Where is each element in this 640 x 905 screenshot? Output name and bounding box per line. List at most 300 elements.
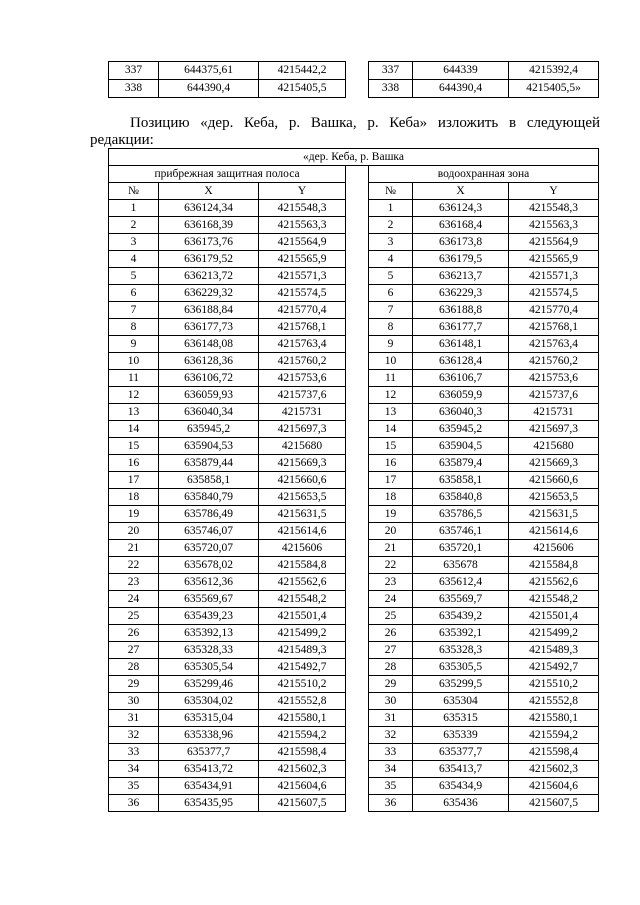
- point-number: 8: [369, 319, 413, 336]
- y-coordinate: 4215392,4: [509, 62, 599, 80]
- x-coordinate: 635720,1: [413, 540, 509, 557]
- point-number: 34: [109, 761, 159, 778]
- x-coordinate: 635945,2: [413, 421, 509, 438]
- x-coordinate: 636168,4: [413, 217, 509, 234]
- point-number: 3: [369, 234, 413, 251]
- x-coordinate: 635904,53: [159, 438, 259, 455]
- point-number: 26: [109, 625, 159, 642]
- x-coordinate: 636128,4: [413, 353, 509, 370]
- y-coordinate: 4215768,1: [259, 319, 346, 336]
- y-coordinate: 4215669,3: [509, 455, 599, 472]
- y-coordinate: 4215499,2: [259, 625, 346, 642]
- column-gap: [346, 62, 369, 80]
- point-number: 17: [109, 472, 159, 489]
- point-number: 5: [369, 268, 413, 285]
- y-coordinate: 4215731: [509, 404, 599, 421]
- x-coordinate: 635413,72: [159, 761, 259, 778]
- point-number: 15: [109, 438, 159, 455]
- point-number: 1: [109, 200, 159, 217]
- column-gap: [346, 659, 369, 676]
- y-coordinate: 4215510,2: [509, 676, 599, 693]
- instruction-paragraph: [90, 115, 600, 149]
- x-coordinate: 636177,7: [413, 319, 509, 336]
- column-gap: [346, 574, 369, 591]
- y-coordinate: 4215697,3: [509, 421, 599, 438]
- x-coordinate: 636124,3: [413, 200, 509, 217]
- y-coordinate: 4215753,6: [259, 370, 346, 387]
- y-coordinate: 4215574,5: [259, 285, 346, 302]
- y-coordinate: 4215405,5: [259, 80, 346, 98]
- x-coordinate: 635746,07: [159, 523, 259, 540]
- column-gap: [346, 557, 369, 574]
- point-number: 19: [109, 506, 159, 523]
- x-coordinate: 635746,1: [413, 523, 509, 540]
- point-number: 25: [109, 608, 159, 625]
- column-gap: [346, 710, 369, 727]
- y-coordinate: 4215604,6: [509, 778, 599, 795]
- table-row: [109, 676, 599, 693]
- point-number: 21: [109, 540, 159, 557]
- y-coordinate: 4215598,4: [259, 744, 346, 761]
- x-coordinate: 635305,54: [159, 659, 259, 676]
- table-title: «дер. Кеба, р. Вашка: [109, 149, 599, 166]
- x-coordinate: 636173,76: [159, 234, 259, 251]
- column-header-row: [109, 183, 599, 200]
- table-row: [109, 574, 599, 591]
- y-coordinate: 4215580,1: [259, 710, 346, 727]
- table-row: [109, 353, 599, 370]
- y-coordinate: 4215564,9: [509, 234, 599, 251]
- column-gap: [346, 642, 369, 659]
- x-coordinate: 635315: [413, 710, 509, 727]
- point-number: 22: [369, 557, 413, 574]
- y-coordinate: 4215442,2: [259, 62, 346, 80]
- y-coordinate: 4215510,2: [259, 676, 346, 693]
- right-num-header: №: [369, 183, 413, 200]
- point-number: 27: [369, 642, 413, 659]
- point-number: 18: [109, 489, 159, 506]
- y-coordinate: 4215552,8: [509, 693, 599, 710]
- table-row: [109, 744, 599, 761]
- column-gap: [346, 285, 369, 302]
- point-number: 33: [369, 744, 413, 761]
- y-coordinate: 4215584,8: [509, 557, 599, 574]
- x-coordinate: 636179,52: [159, 251, 259, 268]
- y-coordinate: 4215669,3: [259, 455, 346, 472]
- point-number: 32: [109, 727, 159, 744]
- y-coordinate: 4215753,6: [509, 370, 599, 387]
- x-coordinate: 635945,2: [159, 421, 259, 438]
- y-coordinate: 4215501,4: [259, 608, 346, 625]
- y-coordinate: 4215631,5: [259, 506, 346, 523]
- column-gap: [346, 200, 369, 217]
- x-coordinate: 635786,5: [413, 506, 509, 523]
- table-row: [109, 251, 599, 268]
- table-row: [109, 302, 599, 319]
- left-section-header: прибрежная защитная полоса: [109, 166, 346, 183]
- table-row: [109, 642, 599, 659]
- table-row: [109, 234, 599, 251]
- x-coordinate: 635858,1: [159, 472, 259, 489]
- y-coordinate: 4215489,3: [509, 642, 599, 659]
- table-title-row: [109, 149, 599, 166]
- point-number: 10: [369, 353, 413, 370]
- x-coordinate: 635392,1: [413, 625, 509, 642]
- point-number: 36: [109, 795, 159, 812]
- x-coordinate: 636213,7: [413, 268, 509, 285]
- y-coordinate: 4215614,6: [259, 523, 346, 540]
- column-gap: [346, 455, 369, 472]
- x-coordinate: 644390,4: [413, 80, 509, 98]
- coordinates-table-body: [109, 200, 599, 812]
- y-coordinate: 4215737,6: [259, 387, 346, 404]
- y-coordinate: 4215760,2: [259, 353, 346, 370]
- point-number: 11: [109, 370, 159, 387]
- x-coordinate: 636148,08: [159, 336, 259, 353]
- point-number: 14: [369, 421, 413, 438]
- table-row: [109, 557, 599, 574]
- y-coordinate: 4215763,4: [509, 336, 599, 353]
- point-number: 13: [109, 404, 159, 421]
- column-gap: [346, 693, 369, 710]
- column-gap: [346, 489, 369, 506]
- table-row: [109, 455, 599, 472]
- table-row: [109, 625, 599, 642]
- y-coordinate: 4215548,3: [259, 200, 346, 217]
- y-coordinate: 4215763,4: [259, 336, 346, 353]
- column-gap: [346, 302, 369, 319]
- x-coordinate: 635304,02: [159, 693, 259, 710]
- x-coordinate: 635436: [413, 795, 509, 812]
- y-coordinate: 4215564,9: [259, 234, 346, 251]
- point-number: 21: [369, 540, 413, 557]
- x-coordinate: 636148,1: [413, 336, 509, 353]
- y-coordinate: 4215770,4: [259, 302, 346, 319]
- table-row: [109, 268, 599, 285]
- point-number: 338: [109, 80, 159, 98]
- y-coordinate: 4215594,2: [509, 727, 599, 744]
- column-gap: [346, 319, 369, 336]
- x-coordinate: 635612,4: [413, 574, 509, 591]
- x-coordinate: 636168,39: [159, 217, 259, 234]
- table-row: [109, 778, 599, 795]
- point-number: 7: [369, 302, 413, 319]
- x-coordinate: 635720,07: [159, 540, 259, 557]
- point-number: 337: [369, 62, 413, 80]
- column-gap: [346, 523, 369, 540]
- table-row: [109, 438, 599, 455]
- column-gap: [346, 234, 369, 251]
- x-coordinate: 636040,3: [413, 404, 509, 421]
- x-coordinate: 635315,04: [159, 710, 259, 727]
- point-number: 20: [369, 523, 413, 540]
- x-coordinate: 635678,02: [159, 557, 259, 574]
- x-coordinate: 635435,95: [159, 795, 259, 812]
- y-coordinate: 4215594,2: [259, 727, 346, 744]
- point-number: 31: [369, 710, 413, 727]
- y-coordinate: 4215552,8: [259, 693, 346, 710]
- x-coordinate: 636106,7: [413, 370, 509, 387]
- x-coordinate: 636124,34: [159, 200, 259, 217]
- x-coordinate: 635377,7: [413, 744, 509, 761]
- point-number: 30: [369, 693, 413, 710]
- point-number: 4: [369, 251, 413, 268]
- x-coordinate: 644375,61: [159, 62, 259, 80]
- table-row: [109, 336, 599, 353]
- x-coordinate: 636059,9: [413, 387, 509, 404]
- point-number: 1: [369, 200, 413, 217]
- y-coordinate: 4215571,3: [259, 268, 346, 285]
- point-number: 7: [109, 302, 159, 319]
- y-coordinate: 4215697,3: [259, 421, 346, 438]
- y-coordinate: 4215731: [259, 404, 346, 421]
- x-coordinate: 635786,49: [159, 506, 259, 523]
- paragraph-line-1: Позицию «дер. Кеба, р. Вашка, р. Кеба» изложить в следующей: [130, 115, 600, 131]
- y-coordinate: 4215770,4: [509, 302, 599, 319]
- table-row: [109, 200, 599, 217]
- y-coordinate: 4215574,5: [509, 285, 599, 302]
- x-coordinate: 636213,72: [159, 268, 259, 285]
- y-coordinate: 4215571,3: [509, 268, 599, 285]
- table-row: [109, 608, 599, 625]
- point-number: 22: [109, 557, 159, 574]
- left-y-header: Y: [259, 183, 346, 200]
- x-coordinate: 636229,3: [413, 285, 509, 302]
- point-number: 24: [109, 591, 159, 608]
- point-number: 16: [369, 455, 413, 472]
- x-coordinate: 644390,4: [159, 80, 259, 98]
- table-row: [109, 489, 599, 506]
- x-coordinate: 635879,4: [413, 455, 509, 472]
- y-coordinate: 4215562,6: [259, 574, 346, 591]
- left-x-header: X: [159, 183, 259, 200]
- point-number: 6: [109, 285, 159, 302]
- table-row: [109, 387, 599, 404]
- x-coordinate: 635434,9: [413, 778, 509, 795]
- column-gap: [346, 387, 369, 404]
- y-coordinate: 4215548,2: [259, 591, 346, 608]
- y-coordinate: 4215653,5: [509, 489, 599, 506]
- point-number: 6: [369, 285, 413, 302]
- point-number: 19: [369, 506, 413, 523]
- column-gap: [346, 421, 369, 438]
- point-number: 28: [109, 659, 159, 676]
- y-coordinate: 4215492,7: [509, 659, 599, 676]
- x-coordinate: 636040,34: [159, 404, 259, 421]
- table-row: [109, 217, 599, 234]
- y-coordinate: 4215492,7: [259, 659, 346, 676]
- table-row: [109, 506, 599, 523]
- continuation-table: [108, 61, 599, 98]
- section-header-row: [109, 166, 599, 183]
- point-number: 20: [109, 523, 159, 540]
- table-row: [109, 62, 599, 80]
- point-number: 2: [109, 217, 159, 234]
- y-coordinate: 4215563,3: [259, 217, 346, 234]
- point-number: 18: [369, 489, 413, 506]
- x-coordinate: 635678: [413, 557, 509, 574]
- point-number: 13: [369, 404, 413, 421]
- point-number: 29: [109, 676, 159, 693]
- point-number: 26: [369, 625, 413, 642]
- y-coordinate: 4215680: [259, 438, 346, 455]
- point-number: 12: [369, 387, 413, 404]
- y-coordinate: 4215548,2: [509, 591, 599, 608]
- x-coordinate: 635840,8: [413, 489, 509, 506]
- point-number: 11: [369, 370, 413, 387]
- table-row: [109, 761, 599, 778]
- table-row: [109, 421, 599, 438]
- point-number: 25: [369, 608, 413, 625]
- column-gap: [346, 727, 369, 744]
- y-coordinate: 4215680: [509, 438, 599, 455]
- x-coordinate: 635904,5: [413, 438, 509, 455]
- y-coordinate: 4215607,5: [259, 795, 346, 812]
- column-gap: [346, 217, 369, 234]
- y-coordinate: 4215405,5»: [509, 80, 599, 98]
- x-coordinate: 635439,2: [413, 608, 509, 625]
- table-row: [109, 795, 599, 812]
- point-number: 31: [109, 710, 159, 727]
- point-number: 16: [109, 455, 159, 472]
- x-coordinate: 635338,96: [159, 727, 259, 744]
- point-number: 23: [109, 574, 159, 591]
- x-coordinate: 635305,5: [413, 659, 509, 676]
- point-number: 4: [109, 251, 159, 268]
- point-number: 17: [369, 472, 413, 489]
- point-number: 8: [109, 319, 159, 336]
- y-coordinate: 4215604,6: [259, 778, 346, 795]
- column-gap: [346, 353, 369, 370]
- x-coordinate: 635858,1: [413, 472, 509, 489]
- x-coordinate: 635434,91: [159, 778, 259, 795]
- y-coordinate: 4215614,6: [509, 523, 599, 540]
- x-coordinate: 636173,8: [413, 234, 509, 251]
- table-row: [109, 472, 599, 489]
- x-coordinate: 635299,5: [413, 676, 509, 693]
- y-coordinate: 4215499,2: [509, 625, 599, 642]
- y-coordinate: 4215760,2: [509, 353, 599, 370]
- point-number: 3: [109, 234, 159, 251]
- point-number: 30: [109, 693, 159, 710]
- paragraph-line-2: редакции:: [90, 132, 154, 148]
- y-coordinate: 4215768,1: [509, 319, 599, 336]
- column-gap: [346, 608, 369, 625]
- point-number: 33: [109, 744, 159, 761]
- x-coordinate: 635299,46: [159, 676, 259, 693]
- y-coordinate: 4215563,3: [509, 217, 599, 234]
- column-gap: [346, 676, 369, 693]
- point-number: 36: [369, 795, 413, 812]
- right-y-header: Y: [509, 183, 599, 200]
- y-coordinate: 4215580,1: [509, 710, 599, 727]
- point-number: 338: [369, 80, 413, 98]
- table-row: [109, 710, 599, 727]
- point-number: 29: [369, 676, 413, 693]
- y-coordinate: 4215631,5: [509, 506, 599, 523]
- y-coordinate: 4215660,6: [259, 472, 346, 489]
- column-gap: [346, 404, 369, 421]
- y-coordinate: 4215598,4: [509, 744, 599, 761]
- column-gap: [346, 625, 369, 642]
- x-coordinate: 636179,5: [413, 251, 509, 268]
- column-gap: [346, 540, 369, 557]
- y-coordinate: 4215565,9: [259, 251, 346, 268]
- point-number: 24: [369, 591, 413, 608]
- x-coordinate: 636188,84: [159, 302, 259, 319]
- x-coordinate: 636188,8: [413, 302, 509, 319]
- column-gap: [346, 336, 369, 353]
- column-gap: [346, 183, 369, 200]
- point-number: 9: [109, 336, 159, 353]
- column-gap: [346, 795, 369, 812]
- x-coordinate: 644339: [413, 62, 509, 80]
- column-gap: [346, 438, 369, 455]
- point-number: 14: [109, 421, 159, 438]
- point-number: 2: [369, 217, 413, 234]
- column-gap: [346, 251, 369, 268]
- x-coordinate: 635840,79: [159, 489, 259, 506]
- y-coordinate: 4215737,6: [509, 387, 599, 404]
- x-coordinate: 635377,7: [159, 744, 259, 761]
- y-coordinate: 4215606: [509, 540, 599, 557]
- x-coordinate: 635413,7: [413, 761, 509, 778]
- y-coordinate: 4215489,3: [259, 642, 346, 659]
- column-gap: [346, 166, 369, 183]
- column-gap: [346, 80, 369, 98]
- column-gap: [346, 472, 369, 489]
- point-number: 337: [109, 62, 159, 80]
- x-coordinate: 635439,23: [159, 608, 259, 625]
- y-coordinate: 4215584,8: [259, 557, 346, 574]
- point-number: 5: [109, 268, 159, 285]
- point-number: 35: [369, 778, 413, 795]
- x-coordinate: 635612,36: [159, 574, 259, 591]
- table-row: [109, 80, 599, 98]
- coordinates-table: [108, 148, 599, 812]
- x-coordinate: 636177,73: [159, 319, 259, 336]
- x-coordinate: 635569,7: [413, 591, 509, 608]
- x-coordinate: 636229,32: [159, 285, 259, 302]
- x-coordinate: 635392,13: [159, 625, 259, 642]
- column-gap: [346, 506, 369, 523]
- table-row: [109, 693, 599, 710]
- y-coordinate: 4215606: [259, 540, 346, 557]
- point-number: 27: [109, 642, 159, 659]
- y-coordinate: 4215607,5: [509, 795, 599, 812]
- table-row: [109, 370, 599, 387]
- table-row: [109, 727, 599, 744]
- column-gap: [346, 370, 369, 387]
- table-row: [109, 523, 599, 540]
- point-number: 35: [109, 778, 159, 795]
- column-gap: [346, 744, 369, 761]
- x-coordinate: 635328,33: [159, 642, 259, 659]
- y-coordinate: 4215653,5: [259, 489, 346, 506]
- column-gap: [346, 778, 369, 795]
- y-coordinate: 4215562,6: [509, 574, 599, 591]
- point-number: 15: [369, 438, 413, 455]
- column-gap: [346, 268, 369, 285]
- x-coordinate: 635328,3: [413, 642, 509, 659]
- y-coordinate: 4215565,9: [509, 251, 599, 268]
- left-num-header: №: [109, 183, 159, 200]
- y-coordinate: 4215548,3: [509, 200, 599, 217]
- x-coordinate: 636059,93: [159, 387, 259, 404]
- point-number: 23: [369, 574, 413, 591]
- point-number: 34: [369, 761, 413, 778]
- y-coordinate: 4215602,3: [259, 761, 346, 778]
